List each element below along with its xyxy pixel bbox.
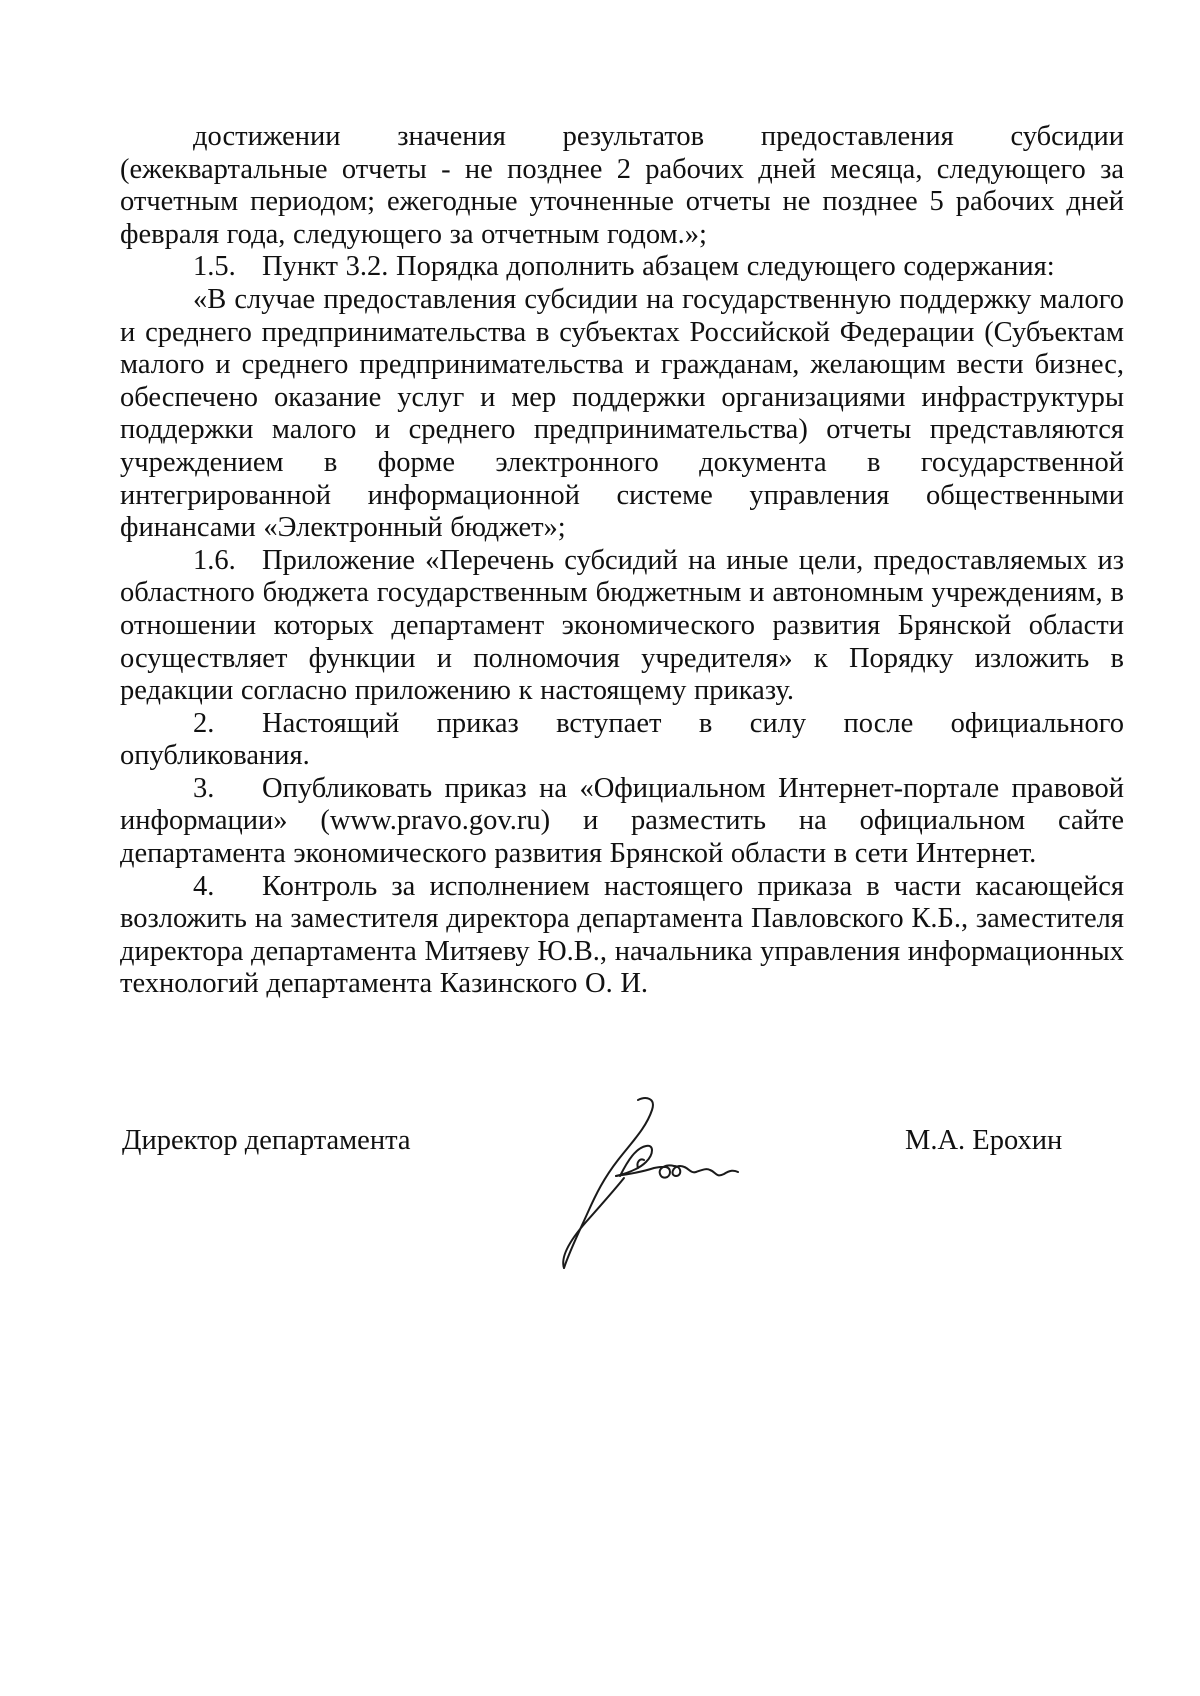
paragraph-2 [120, 708, 1124, 773]
paragraph-first-line: достижении значения результатов предоставления субсидии [193, 121, 1124, 152]
paragraph-quote [120, 284, 1124, 545]
paragraph-text: Приложение «Перечень субсидий на иные цели, предоставляемых из областного бюджета государственным бюджетным и автономным учреждениям, в отношении которых департамент экономического развития Брянской области осуществляет функции и полномочия учредителя» к Порядку изложить в редакции согласно приложению к настоящему приказу. [120, 544, 1124, 707]
paragraph-continuation [120, 121, 1124, 251]
signatory-name: М.А. Ерохин [905, 1125, 1063, 1156]
paragraph-number: 1.5. [193, 251, 236, 283]
handwritten-signature [520, 1090, 760, 1280]
paragraph-number: 4. [193, 870, 215, 902]
paragraph-1-6 [120, 545, 1124, 708]
paragraph-text: (ежеквартальные отчеты - не позднее 2 рабочих дней месяца, следующего за отчетным периодом; ежегодные уточненные отчеты не позднее 5 рабочих дней февраля года, следующего за отчетным годом.»; [120, 153, 1124, 250]
paragraph-number: 2. [193, 707, 215, 739]
paragraph-text: Настоящий приказ вступает в силу после официального опубликования. [120, 707, 1124, 772]
paragraph-text: Пункт 3.2. Порядка дополнить абзацем следующего содержания: [262, 251, 1055, 283]
paragraph-4 [120, 871, 1124, 1001]
signatory-title: Директор департамента [122, 1125, 411, 1156]
paragraph-text: «В случае предоставления субсидии на государственную поддержку малого и среднего предпринимательства в субъектах Российской Федерации (Субъектам малого и среднего предпринимательства и гражданам, желающим вести бизнес, обеспечено оказание услуг и мер поддержки организациями инфраструктуры поддержки малого и среднего предпринимательства) отчеты представляются учреждением в форме электронного документа в государственной интегрированной информационной системе управления общественными финансами «Электронный бюджет»; [120, 283, 1124, 544]
document-body [120, 121, 1124, 1001]
paragraph-number: 3. [193, 772, 215, 804]
paragraph-number: 1.6. [193, 544, 236, 576]
paragraph-text: Контроль за исполнением настоящего приказа в части касающейся возложить на заместителя директора департамента Павловского К.Б., заместителя директора департамента Митяеву Ю.В., начальника управления информационных технологий департамента Казинского О. И. [120, 870, 1124, 1000]
paragraph-text: Опубликовать приказ на «Официальном Интернет-портале правовой информации» (www.pravo.gov.ru) и разместить на официальном сайте департамента экономического развития Брянской области в сети Интернет. [120, 772, 1124, 870]
paragraph-1-5 [120, 251, 1124, 284]
paragraph-3 [120, 773, 1124, 871]
